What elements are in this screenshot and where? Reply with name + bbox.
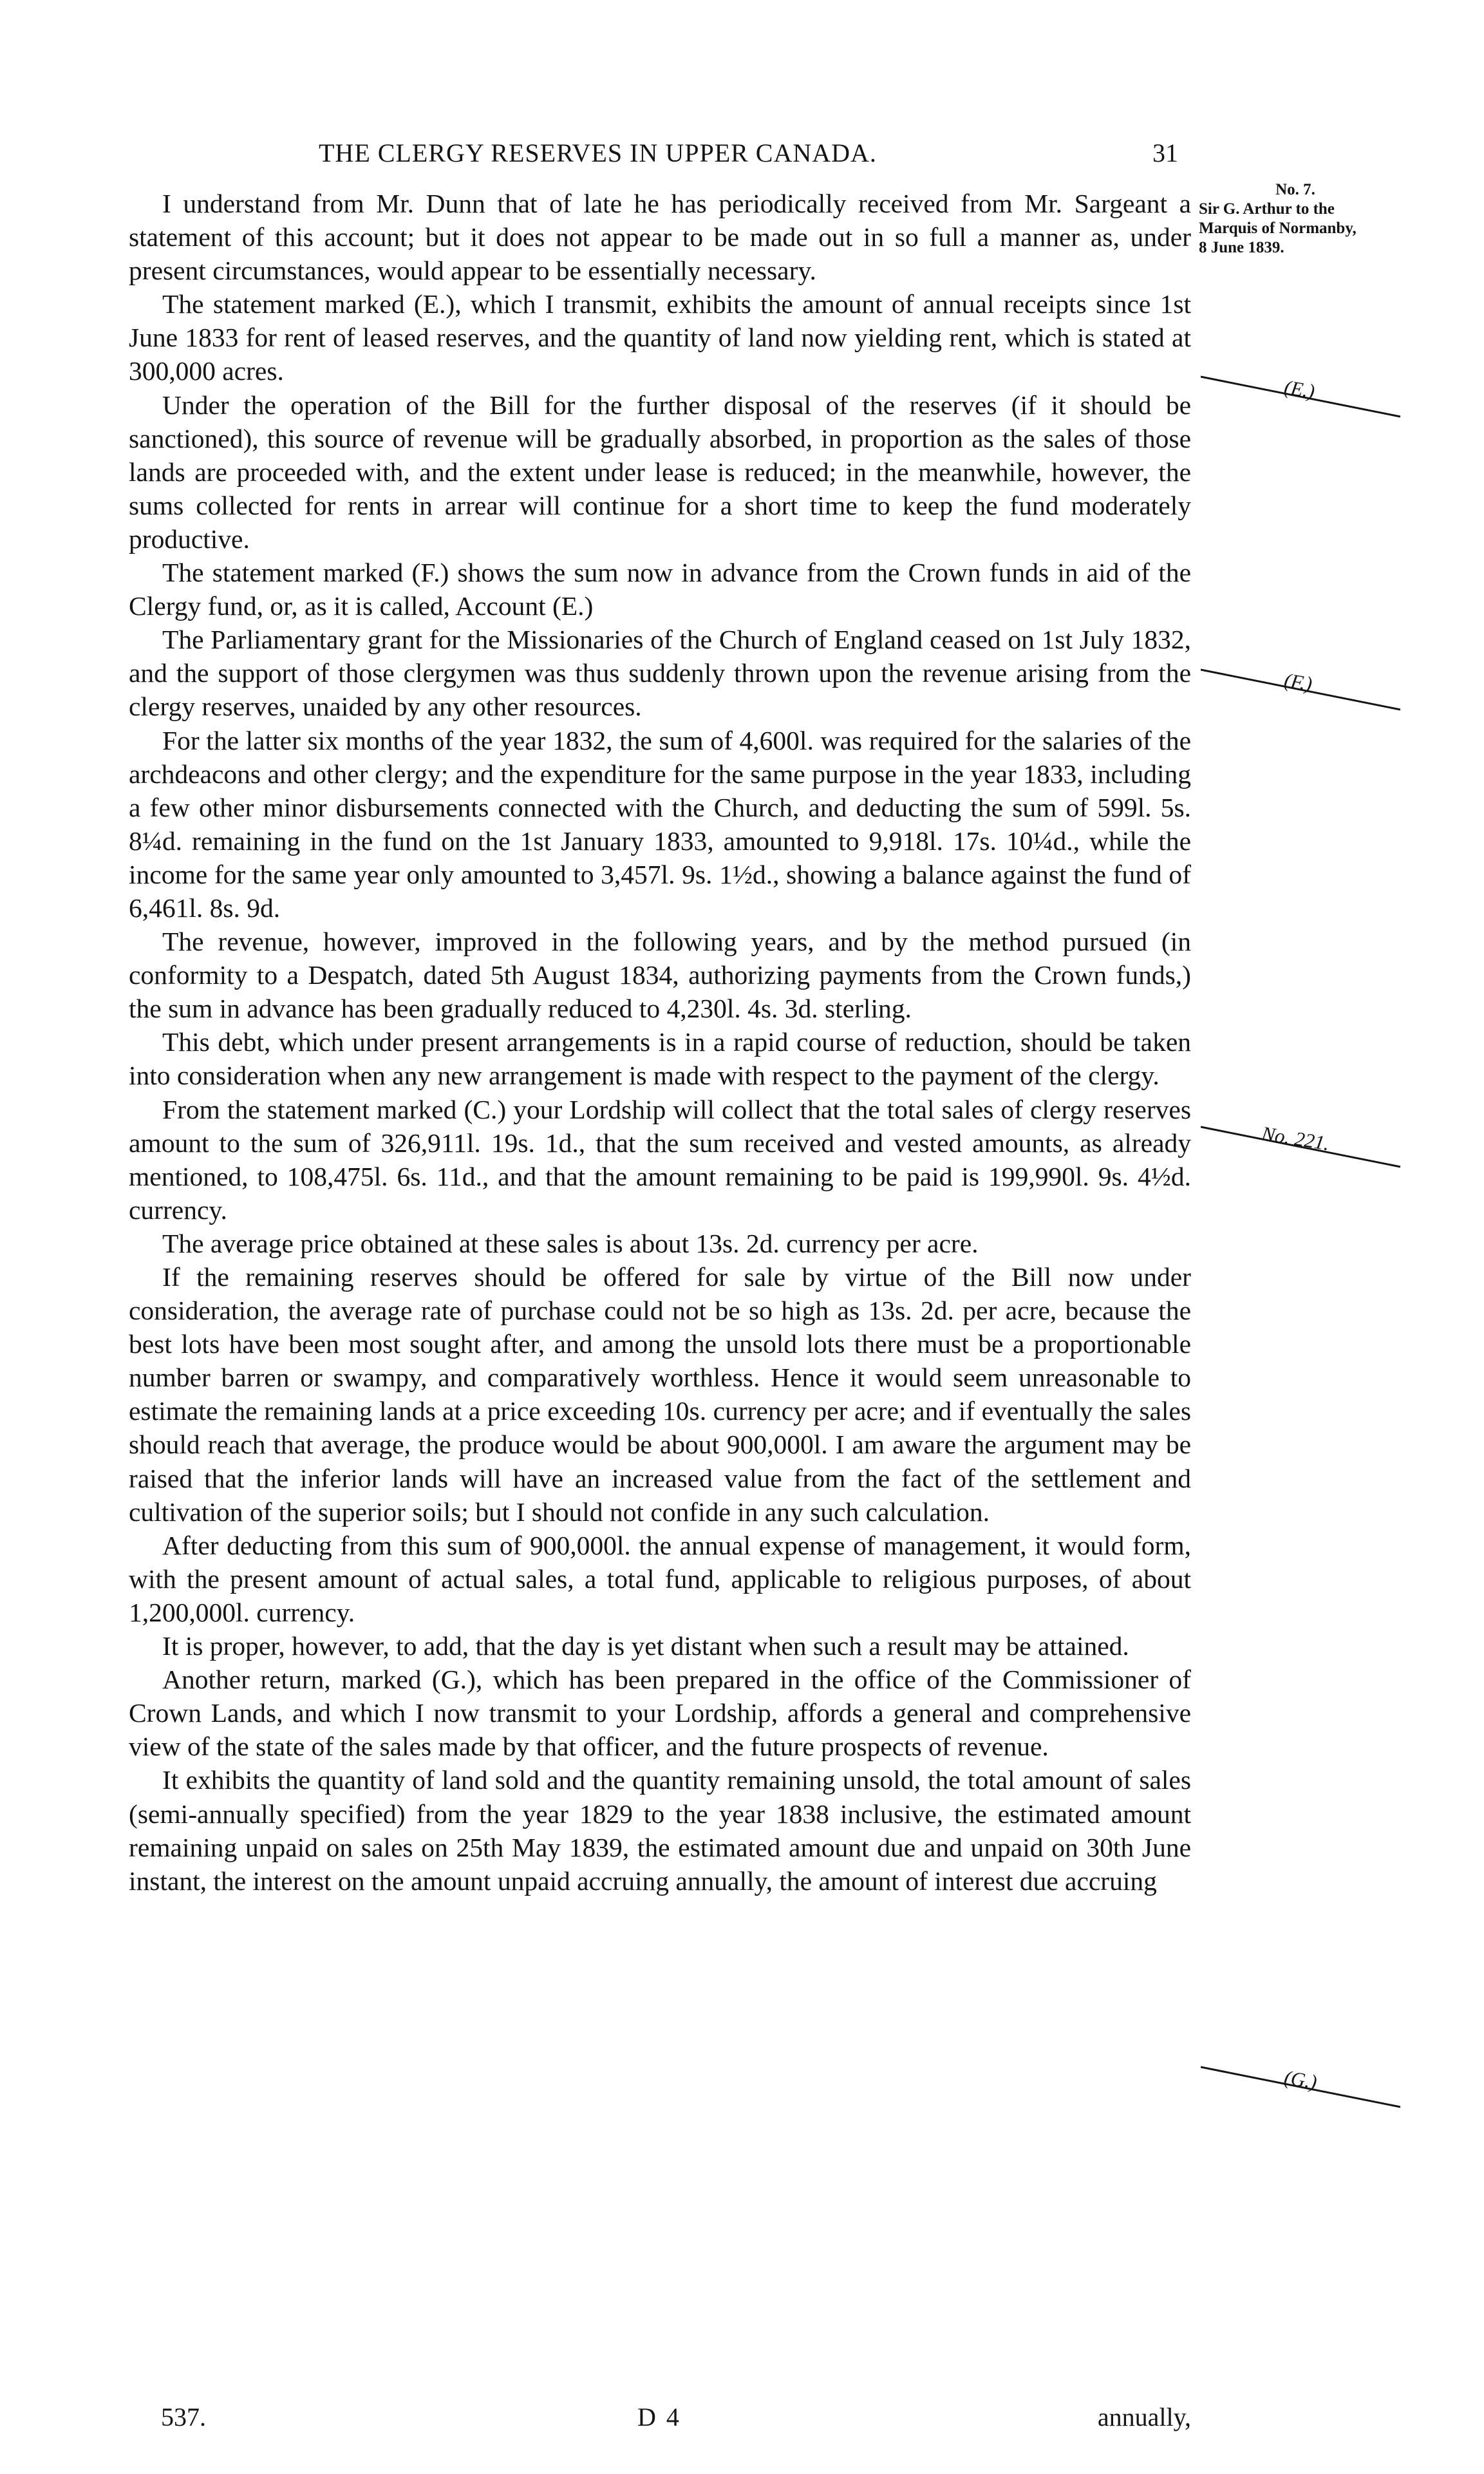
- paragraph: The statement marked (E.), which I transmit, exhibits the amount of annual receipts since 1st June 1833 for rent of leased reserves, and the quantity of land now yielding rent, which is stated at 300,000 acres.: [129, 289, 1191, 386]
- paragraph: For the latter six months of the year 1832, the sum of 4,600l. was required for the salaries of the archdeacons and other clergy; and the expenditure for the same purpose in the year 1833, including a few other minor disbursements connected with the Church, and deducting the sum of 599l. 5s. 8¼d. remaining in the fund on the 1st January 1833, amounted to 9,918l. 17s. 10¼d., while the income for the same year only amounted to 3,457l. 9s. 1½d., showing a balance against the fund of 6,461l. 8s. 9d.: [129, 725, 1191, 923]
- page-footer: [161, 2402, 1191, 2441]
- paragraph: It exhibits the quantity of land sold and the quantity remaining unsold, the total amount of sales (semi-annually specified) from the year 1829 to the year 1838 inclusive, the estimated amount remaining unpaid on sales on 25th May 1839, the estimated amount due and unpaid on 30th June instant, the interest on the amount unpaid accruing annually, the amount of interest due accruing: [129, 1765, 1191, 1896]
- side-ref-g: [1201, 2061, 1407, 2112]
- side-ref-221: [1201, 1120, 1407, 1172]
- side-ref-label: (F.): [1282, 668, 1314, 695]
- signature-number: 537.: [161, 2403, 206, 2432]
- page-number: 31: [1152, 138, 1178, 167]
- paragraph: This debt, which under present arrangements is in a rapid course of reduction, should be taken into consideration when any new arrangement is made with respect to the payment of the clergy.: [129, 1027, 1191, 1091]
- side-ref-f: [1201, 663, 1407, 715]
- paragraph: The average price obtained at these sales is about 13s. 2d. currency per acre.: [162, 1228, 979, 1258]
- body-text: [129, 187, 1191, 1898]
- paragraph: The statement marked (F.) shows the sum now in advance from the Crown funds in aid of the Clergy fund, or, as it is called, Account (E.): [129, 558, 1191, 621]
- page-header: [129, 138, 1255, 176]
- signature-mark: D 4: [637, 2403, 681, 2432]
- paragraph: The revenue, however, improved in the following years, and by the method pursued (in conformity to a Despatch, dated 5th August 1834, authorizing payments from the Crown funds,) the sum in advance has been gradually reduced to 4,230l. 4s. 3d. sterling.: [129, 927, 1191, 1024]
- margin-note: [1199, 180, 1392, 258]
- catchword: annually,: [1097, 2403, 1191, 2432]
- side-ref-label: (G.): [1282, 2066, 1319, 2093]
- paragraph: The Parliamentary grant for the Missionaries of the Church of England ceased on 1st July 1832, and the support of those clergymen was thus suddenly thrown upon the revenue arising from the clergy reserves, unaided by any other resources.: [129, 625, 1191, 722]
- paragraph: It is proper, however, to add, that the day is yet distant when such a result may be attained.: [162, 1631, 1129, 1661]
- margin-note-date: 8 June 1839.: [1199, 239, 1284, 256]
- paragraph: From the statement marked (C.) your Lordship will collect that the total sales of clergy reserves amount to the sum of 326,911l. 19s. 1d., that the sum received and vested amounts, as already mentioned, to 108,475l. 6s. 11d., and that the amount remaining to be paid is 199,990l. 9s. 4½d. currency.: [129, 1094, 1191, 1225]
- paragraph: If the remaining reserves should be offered for sale by virtue of the Bill now under consideration, the average rate of purchase could not be so high as 13s. 2d. per acre, because the best lots have been most sought after, and among the unsold lots there must be a proportionable number barren or swampy, and comparatively worthless. Hence it would seem unreasonable to estimate the remaining lands at a price exceeding 10s. currency per acre; and if eventually the sales should reach that average, the produce would be about 900,000l. I am aware the argument may be raised that the inferior lands will have an increased value from the fact of the settlement and cultivation of the superior soils; but I should not confide in any such calculation.: [129, 1262, 1191, 1527]
- side-ref-e: [1201, 370, 1407, 422]
- side-ref-label: No. 221.: [1260, 1122, 1331, 1155]
- running-title: THE CLERGY RESERVES IN UPPER CANADA.: [319, 138, 877, 167]
- paragraph: Another return, marked (G.), which has been prepared in the office of the Commissioner of Crown Lands, and which I now transmit to your Lordship, affords a general and comprehensive view of the state of the sales made by that officer, and the future prospects of revenue.: [129, 1665, 1191, 1762]
- side-ref-label: (E.): [1282, 375, 1317, 403]
- paragraph: I understand from Mr. Dunn that of late he has periodically received from Mr. Sargeant a statement of this account; but it does not appear to be made out in so full a manner as, under present circumstances, would appear to be essentially necessary.: [129, 189, 1191, 286]
- paragraph: After deducting from this sum of 900,000l. the annual expense of management, it would form, with the present amount of actual sales, a total fund, applicable to religious purposes, of about 1,200,000l. currency.: [129, 1530, 1191, 1627]
- margin-note-number: No. 7.: [1275, 181, 1315, 198]
- paragraph: Under the operation of the Bill for the further disposal of the reserves (if it should be sanctioned), this source of revenue will be gradually absorbed, in proportion as the sales of those lands are proceeded with, and the extent under lease is reduced; in the meanwhile, however, the sums collected for rents in arrear will continue for a short time to keep the fund moderately productive.: [129, 390, 1191, 554]
- margin-note-from-to: Sir G. Arthur to the Marquis of Normanby,: [1199, 200, 1357, 237]
